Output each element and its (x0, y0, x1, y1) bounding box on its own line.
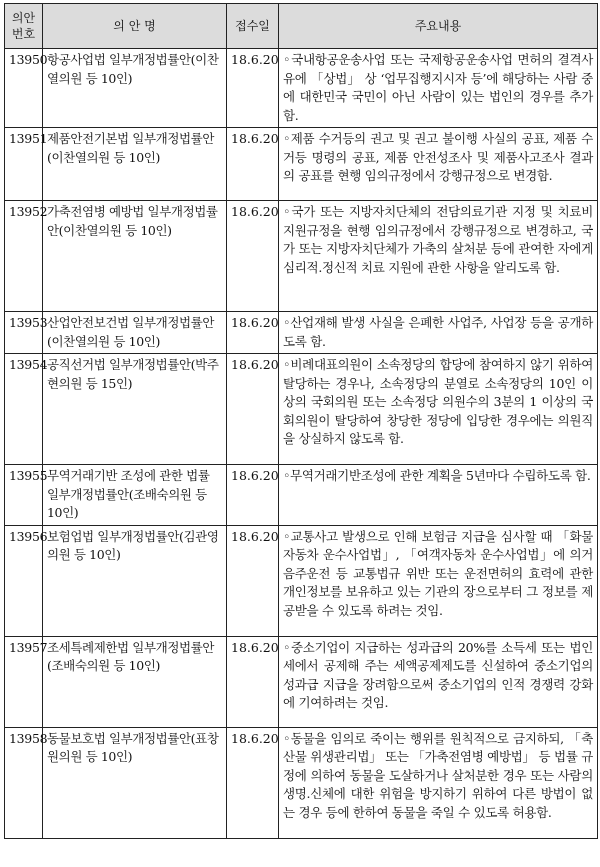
table-row (5, 128, 598, 201)
bill-number: 13955 (5, 465, 43, 526)
receipt-date: 18.6.20 (227, 201, 279, 312)
bill-summary: ◦교통사고 발생으로 인해 보험금 지급을 심사할 때 「화물자동차 운수사업법」, 「여객자동차 운수사업법」에 의거 음주운전 등 교통법규 위반 또는 운전면허의 효력에 관한 개인정보를 보유하고 있는 기관의 장으로부터 그 정보를 제공받을 수 있도록 하려는 것임. (279, 525, 598, 636)
bill-summary: ◦국내항공운송사업 또는 국제항공운송사업 면허의 결격사유에 「상법」 상 ‘업무집행지시자 등’에 해당하는 사람 중에 대한민국 국민이 아닌 사람이 있는 법인의 경우를 추가함. (279, 49, 598, 128)
bill-number: 13956 (5, 525, 43, 636)
bill-name: 산업안전보건법 일부개정법률안(이찬열의원 등 10인) (43, 312, 227, 354)
header-bill-name-label: 의 안 명 (113, 19, 156, 33)
receipt-date: 18.6.20 (227, 312, 279, 354)
header-summary (279, 4, 598, 49)
bill-summary: ◦중소기업이 지급하는 성과급의 20%를 소득세 또는 법인세에서 공제해 주는 세액공제제도를 신설하여 중소기업의 성과급 지급을 장려함으로써 중소기업의 인적 경쟁력 강화에 기여하려는 것임. (279, 636, 598, 727)
receipt-date: 18.6.20 (227, 128, 279, 201)
bill-number: 13952 (5, 201, 43, 312)
table-row (5, 201, 598, 312)
table-header-row (5, 4, 598, 49)
receipt-date: 18.6.20 (227, 354, 279, 465)
receipt-date: 18.6.20 (227, 525, 279, 636)
bill-number: 13954 (5, 354, 43, 465)
bill-summary: ◦비례대표의원이 소속정당의 합당에 참여하지 않기 위하여 탈당하는 경우나, 소속정당의 분열로 소속정당의 10인 이상의 국회의원 또는 소속정당 의원수의 3분의 1 이상의 국회의원이 탈당하여 창당한 정당에 입당한 경우에는 의원직을 상실하지 않도록 함. (279, 354, 598, 465)
bill-number: 13957 (5, 636, 43, 727)
header-bill-number (5, 4, 43, 49)
bill-number: 13950 (5, 49, 43, 128)
bill-name: 보험업법 일부개정법률안(김관영의원 등 10인) (43, 525, 227, 636)
table-row (5, 465, 598, 526)
bill-summary: ◦국가 또는 지방자치단체의 전담의료기관 지정 및 치료비 지원규정을 현행 임의규정에서 강행규정으로 변경하고, 국가 또는 지방자치단체가 가축의 살처분 등에 관여한 자에게 심리적.정신적 치료 지원에 관한 사항을 알리도록 함. (279, 201, 598, 312)
bill-name: 공직선거법 일부개정법률안(박주현의원 등 15인) (43, 354, 227, 465)
table-row (5, 525, 598, 636)
table-row (5, 312, 598, 354)
bill-summary: ◦동물을 임의로 죽이는 행위를 원칙적으로 금지하되, 「축산물 위생관리법」 또는 「가축전염병 예방법」 등 법률 규정에 의하여 동물을 도살하거나 살처분한 경우 또는 사람의 생명.신체에 대한 위험을 방지하기 위하여 다른 방법이 없는 경우 등에 한하여 동물을 죽일 수 있도록 허용함. (279, 727, 598, 838)
header-bill-name (43, 4, 227, 49)
header-summary-label: 주요내용 (414, 19, 462, 33)
bill-name: 동물보호법 일부개정법률안(표창원의원 등 10인) (43, 727, 227, 838)
header-bill-number-label: 의안 번호 (11, 11, 36, 41)
receipt-date: 18.6.20 (227, 727, 279, 838)
bill-name: 제품안전기본법 일부개정법률안(이찬열의원 등 10인) (43, 128, 227, 201)
table-row (5, 354, 598, 465)
receipt-date: 18.6.20 (227, 49, 279, 128)
bill-number: 13958 (5, 727, 43, 838)
bill-summary: ◦산업재해 발생 사실을 은폐한 사업주, 사업장 등을 공개하도록 함. (279, 312, 598, 354)
table-row (5, 727, 598, 838)
bill-summary: ◦무역거래기반조성에 관한 계획을 5년마다 수립하도록 함. (279, 465, 598, 526)
header-receipt-date-label: 접수일 (235, 19, 270, 33)
table-row (5, 49, 598, 128)
receipt-date: 18.6.20 (227, 465, 279, 526)
receipt-date: 18.6.20 (227, 636, 279, 727)
bill-number: 13951 (5, 128, 43, 201)
bill-name: 무역거래기반 조성에 관한 법률 일부개정법률안(조배숙의원 등 10인) (43, 465, 227, 526)
bill-table-container (4, 3, 597, 839)
bill-name: 항공사업법 일부개정법률안(이찬열의원 등 10인) (43, 49, 227, 128)
table-row (5, 636, 598, 727)
header-receipt-date (227, 4, 279, 49)
bill-name: 조세특례제한법 일부개정법률안(조배숙의원 등 10인) (43, 636, 227, 727)
bill-number: 13953 (5, 312, 43, 354)
bill-summary: ◦제품 수거등의 권고 및 권고 불이행 사실의 공표, 제품 수거등 명령의 공표, 제품 안전성조사 및 제품사고조사 결과의 공표를 현행 임의규정에서 강행규정으로 변경함. (279, 128, 598, 201)
bill-name: 가축전염병 예방법 일부개정법률안(이찬열의원 등 10인) (43, 201, 227, 312)
bill-table (4, 3, 598, 839)
